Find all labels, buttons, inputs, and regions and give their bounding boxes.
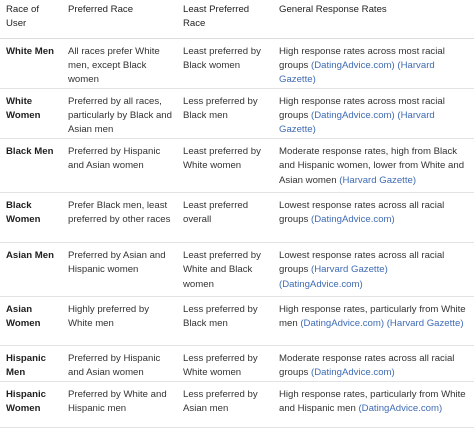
response-text: High response rates, particularly from White and Hispanic men (279, 388, 466, 415)
response-text: High response rates, particularly from White men (279, 303, 466, 330)
response-cell (273, 38, 474, 88)
source-link[interactable]: (Harvard Gazette) (339, 174, 417, 186)
race-cell: White Men (0, 38, 62, 88)
preferred-cell: Preferred by Hispanic and Asian women (62, 138, 177, 192)
table-row (0, 242, 474, 296)
source-link[interactable]: (DatingAdvice.com) (311, 110, 395, 122)
response-cell (273, 381, 474, 427)
table-row (0, 38, 474, 88)
least-preferred-cell: Less preferred by Black men (177, 296, 273, 345)
response-cell (273, 345, 474, 381)
race-cell: Asian Women (0, 296, 62, 345)
least-preferred-cell: Least preferred by White and Black women (177, 242, 273, 296)
race-cell: Hispanic Women (0, 381, 62, 427)
header-preferred-race: Preferred Race (62, 0, 177, 38)
table-row (0, 192, 474, 242)
preferred-cell: Preferred by all races, particularly by Black and Asian men (62, 88, 177, 138)
race-cell: Black Men (0, 138, 62, 192)
table-row (0, 88, 474, 138)
race-cell: Hispanic Men (0, 345, 62, 381)
header-race-of-user: Race of User (0, 0, 62, 38)
least-preferred-cell: Less preferred by Black men (177, 88, 273, 138)
table-row (0, 138, 474, 192)
header-least-preferred-race: Least Preferred Race (177, 0, 273, 38)
table-row (0, 381, 474, 427)
least-preferred-cell: Less preferred by Asian men (177, 381, 273, 427)
source-link[interactable]: (Harvard Gazette) (279, 110, 435, 136)
preferred-cell: Preferred by Hispanic and Asian women (62, 345, 177, 381)
race-cell: White Women (0, 88, 62, 138)
response-cell (273, 296, 474, 345)
preferred-cell: Highly preferred by White men (62, 296, 177, 345)
source-link[interactable]: (DatingAdvice.com) (358, 403, 443, 415)
least-preferred-cell: Less preferred by White women (177, 345, 273, 381)
response-text: High response rates across most racial groups (279, 95, 445, 122)
response-text: Lowest response rates across all racial groups (279, 249, 445, 276)
least-preferred-cell: Least preferred by Black women (177, 38, 273, 88)
response-cell (273, 242, 474, 296)
race-cell: Asian Men (0, 242, 62, 296)
preferred-cell: Preferred by Asian and Hispanic women (62, 242, 177, 296)
response-text: Moderate response rates, high from Black and Hispanic women, lower from White and Asian women (279, 145, 465, 186)
header-general-response-rates: General Response Rates (273, 0, 474, 38)
table-header-row (0, 0, 474, 38)
source-link[interactable]: (DatingAdvice.com) (311, 59, 395, 71)
preferred-cell: Prefer Black men, least preferred by other races (62, 192, 177, 242)
source-link[interactable]: (DatingAdvice.com) (300, 318, 385, 330)
response-text: Lowest response rates across all racial groups (279, 199, 445, 226)
response-text: High response rates across most racial groups (279, 45, 445, 71)
source-link[interactable]: (Harvard Gazette) (311, 264, 388, 276)
table-row (0, 296, 474, 345)
source-link[interactable]: (Harvard Gazette) (279, 59, 435, 86)
preferred-cell: Preferred by White and Hispanic men (62, 381, 177, 427)
preferred-cell: All races prefer White men, except Black women (62, 38, 177, 88)
response-cell (273, 88, 474, 138)
response-cell (273, 138, 474, 192)
source-link[interactable]: (DatingAdvice.com) (279, 278, 363, 290)
response-text: Moderate response rates across all racial groups (279, 352, 455, 379)
race-cell: Black Women (0, 192, 62, 242)
response-cell (273, 192, 474, 242)
least-preferred-cell: Least preferred by White women (177, 138, 273, 192)
source-link[interactable]: (DatingAdvice.com) (311, 367, 395, 379)
least-preferred-cell: Least preferred overall (177, 192, 273, 242)
table-row (0, 345, 474, 381)
source-link[interactable]: (DatingAdvice.com) (311, 214, 395, 226)
source-link[interactable]: (Harvard Gazette) (386, 318, 464, 330)
